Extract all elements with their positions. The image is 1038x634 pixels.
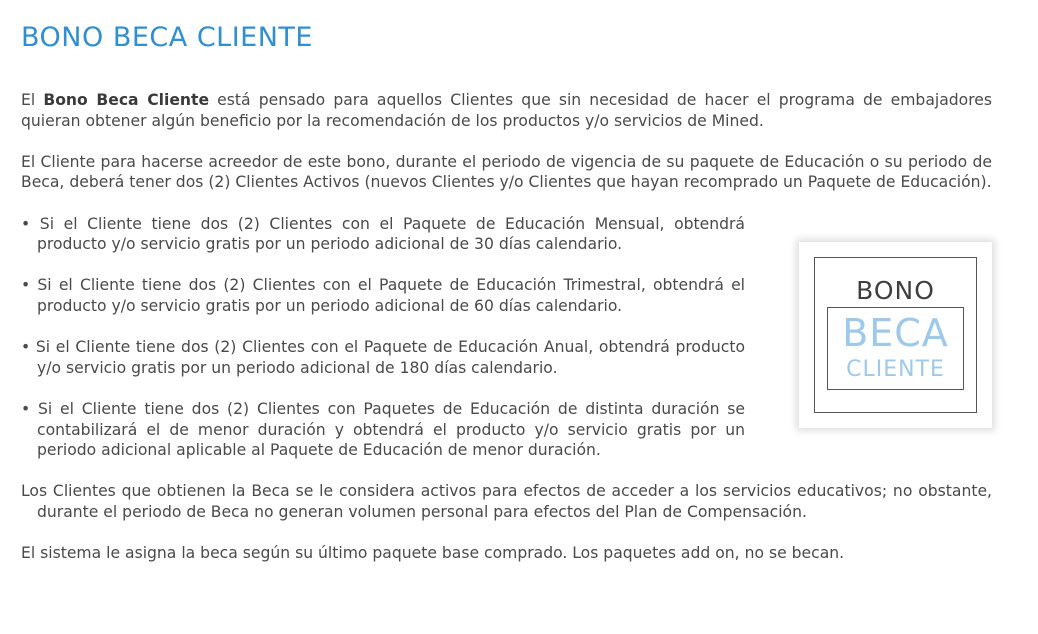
intro-paragraph	[21, 90, 992, 131]
bono-beca-cliente-logo	[799, 242, 992, 428]
bullet-annual: • Si el Cliente tiene dos (2) Clientes con el Paquete de Educación Anual, obtendrá producto y/o servicio gratis por un periodo adicional de 180 días calendario.	[21, 338, 745, 377]
logo-beca-text: BECA	[842, 311, 949, 355]
logo-outer-frame	[814, 257, 977, 413]
bullet-mixed-duration: • Si el Cliente tiene dos (2) Clientes con Paquetes de Educación de distinta duración se contabilizará el de menor duración y obtendrá el producto y/o servicio gratis por un periodo adicional aplicable al Paquete de Educación de menor duración.	[21, 399, 745, 460]
requirement-paragraph: El Cliente para hacerse acreedor de este bono, durante el periodo de vigencia de su paquete de Educación o su periodo de Beca, deberá tener dos (2) Clientes Activos (nuevos Clientes y/o Clientes que hayan recomprado un Paquete de Educación).	[21, 152, 992, 192]
intro-prefix: El	[21, 91, 44, 109]
intro-strong: Bono Beca Cliente	[43, 91, 210, 109]
page-title: BONO BECA CLIENTE	[21, 22, 313, 53]
logo-cliente-text: CLIENTE	[846, 357, 945, 382]
bonus-conditions-list	[21, 214, 745, 461]
active-clients-paragraph: Los Clientes que obtienen la Beca se le considera activos para efectos de acceder a los servicios educativos; no obstante, durante el periodo de Beca no generan volumen personal para efectos del Plan de Compensación.	[21, 482, 992, 521]
logo-inner-frame	[827, 307, 964, 390]
bullet-quarterly: • Si el Cliente tiene dos (2) Clientes con el Paquete de Educación Trimestral, obtendrá el producto y/o servicio gratis por un periodo adicional de 60 días calendario.	[21, 276, 745, 315]
bullet-monthly: • Si el Cliente tiene dos (2) Clientes con el Paquete de Educación Mensual, obtendrá producto y/o servicio gratis por un periodo adicional de 30 días calendario.	[21, 214, 745, 254]
logo-bono-text: BONO	[856, 276, 935, 305]
intro-suffix: está pensado para aquellos Clientes que sin necesidad de hacer el programa de embajadores quieran obtener algún beneficio por la recomendación de los productos y/o servicios de Mined.	[21, 91, 992, 130]
system-note-paragraph: El sistema le asigna la beca según su último paquete base comprado. Los paquetes add on, no se becan.	[21, 544, 845, 563]
